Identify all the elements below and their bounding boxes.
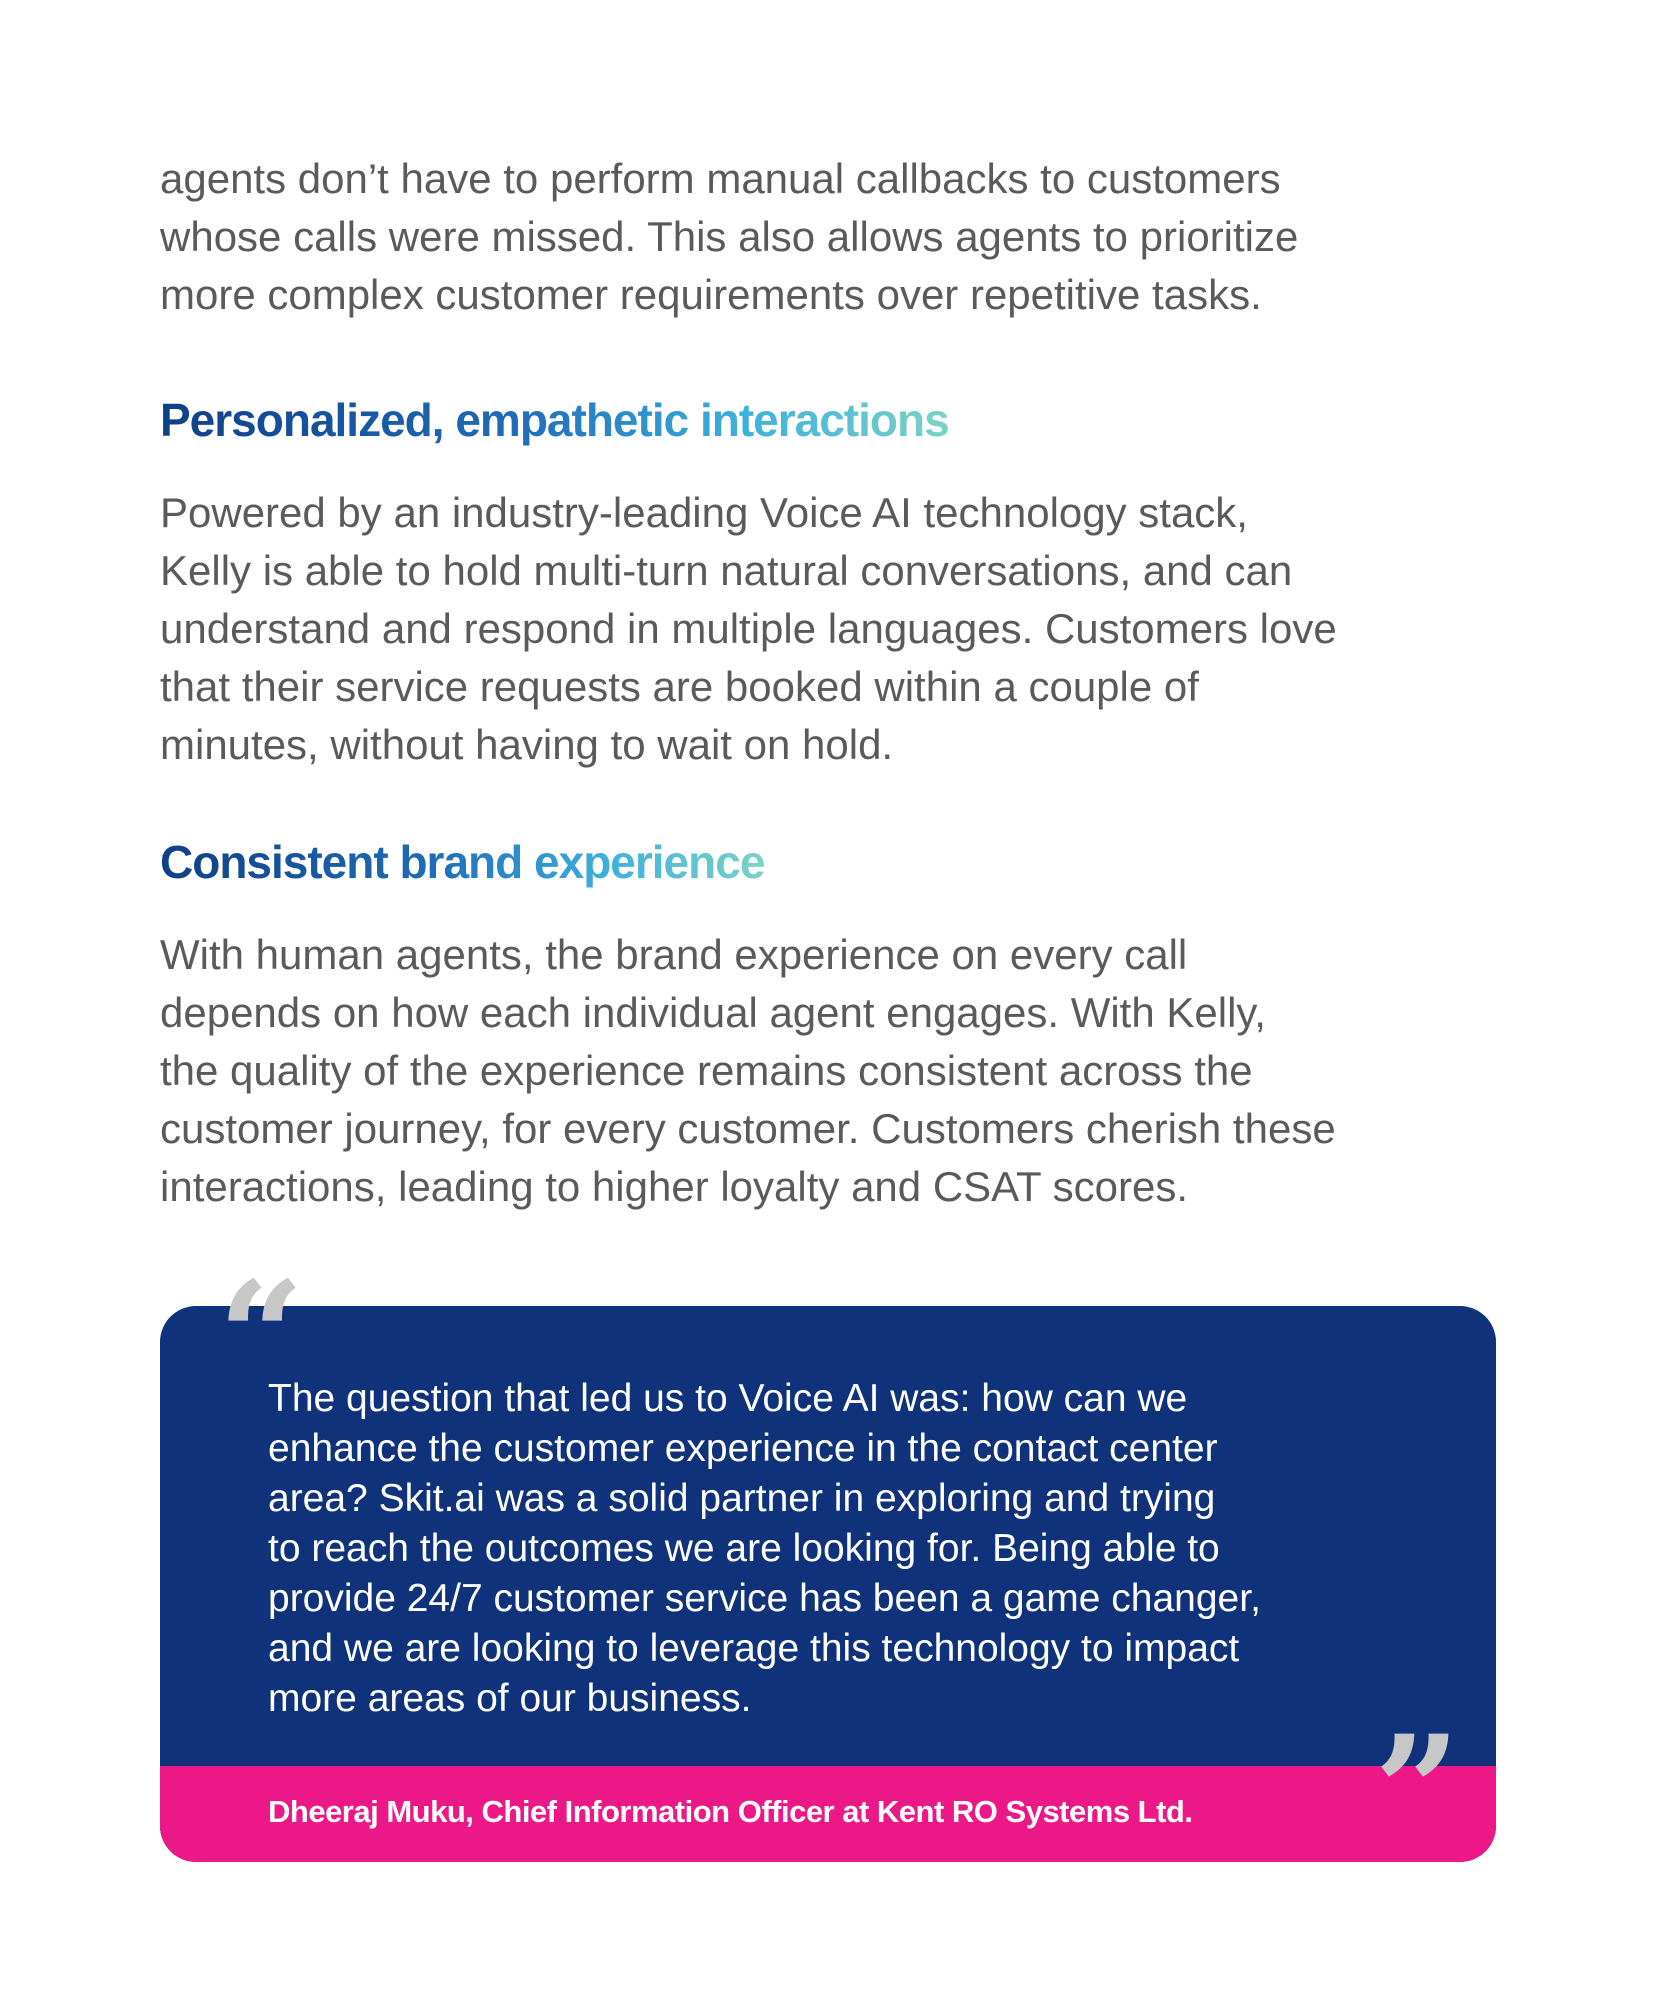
quote-line: and we are looking to leverage this technology to impact	[268, 1627, 1240, 1670]
close-quote-icon: ”	[1374, 1703, 1461, 1879]
quote-line: provide 24/7 customer service has been a game changer,	[268, 1577, 1261, 1620]
section-heading-consistent: Consistent brand experience	[160, 836, 765, 888]
text-line: agents don’t have to perform manual callbacks to customers	[160, 155, 1281, 202]
quote-line: enhance the customer experience in the contact center	[268, 1427, 1218, 1470]
text-line: depends on how each individual agent engages. With Kelly,	[160, 989, 1266, 1036]
personalized-paragraph	[160, 484, 1520, 774]
text-line: Kelly is able to hold multi-turn natural conversations, and can	[160, 547, 1293, 594]
text-line: that their service requests are booked within a couple of	[160, 663, 1199, 710]
testimonial-attribution: Dheeraj Muku, Chief Information Officer at Kent RO Systems Ltd.	[268, 1794, 1193, 1829]
section-heading-personalized: Personalized, empathetic interactions	[160, 394, 949, 446]
text-line: more complex customer requirements over repetitive tasks.	[160, 271, 1262, 318]
consistent-paragraph	[160, 926, 1520, 1216]
text-line: understand and respond in multiple languages. Customers love	[160, 605, 1337, 652]
open-quote-icon: “	[218, 1249, 305, 1425]
quote-line: The question that led us to Voice AI was: how can we	[268, 1377, 1188, 1420]
text-line: the quality of the experience remains consistent across the	[160, 1047, 1253, 1094]
text-line: customer journey, for every customer. Customers cherish these	[160, 1105, 1336, 1152]
text-line: interactions, leading to higher loyalty and CSAT scores.	[160, 1163, 1188, 1210]
text-line: With human agents, the brand experience on every call	[160, 931, 1188, 978]
attribution-bar	[160, 1766, 1496, 1862]
text-line: minutes, without having to wait on hold.	[160, 721, 894, 768]
testimonial-card	[160, 1306, 1496, 1862]
text-line: Powered by an industry-leading Voice AI technology stack,	[160, 489, 1248, 536]
quote-line: area? Skit.ai was a solid partner in exploring and trying	[268, 1477, 1216, 1520]
quote-line: to reach the outcomes we are looking for. Being able to	[268, 1527, 1220, 1570]
testimonial-quote	[268, 1374, 1468, 1724]
intro-paragraph	[160, 150, 1520, 324]
text-line: whose calls were missed. This also allows agents to prioritize	[160, 213, 1299, 260]
quote-line: more areas of our business.	[268, 1677, 752, 1720]
